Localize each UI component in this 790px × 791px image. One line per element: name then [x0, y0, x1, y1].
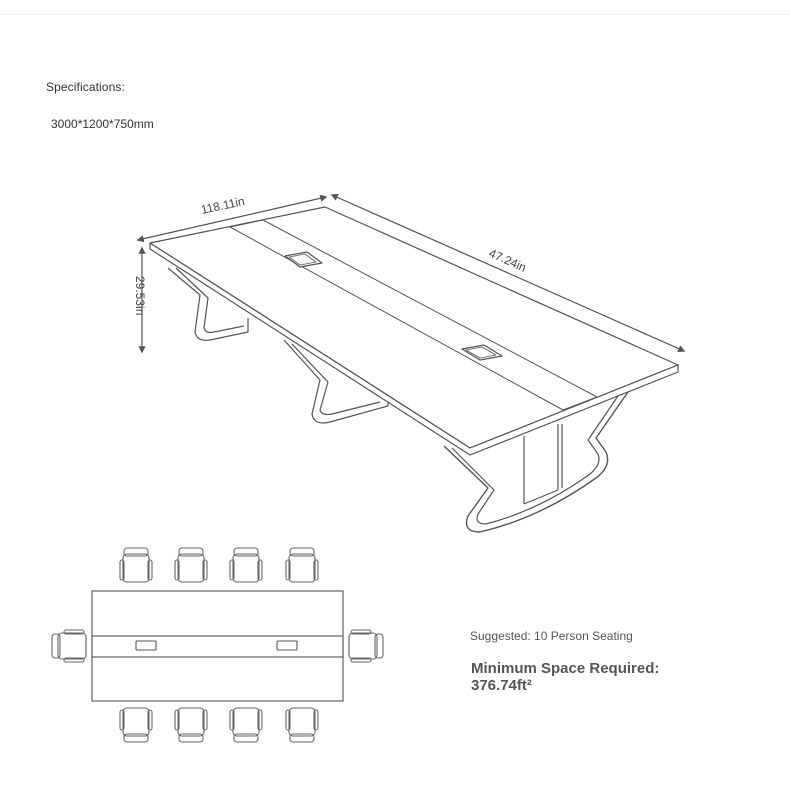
length-label: 118.11in [199, 194, 246, 217]
chair-right-end [349, 630, 383, 662]
chair [120, 548, 152, 582]
modesty-panel [524, 424, 562, 504]
plan-table-top [92, 591, 343, 701]
chair [175, 708, 207, 742]
suggested-seating: Suggested: 10 Person Seating [470, 629, 633, 643]
chair-top-row [120, 548, 318, 582]
chair [230, 548, 262, 582]
chair [120, 708, 152, 742]
chair [230, 708, 262, 742]
chair [286, 548, 318, 582]
specifications-dimensions: 3000*1200*750mm [51, 117, 154, 131]
chair [175, 548, 207, 582]
min-space-value: 376.74ft² [471, 677, 532, 694]
chair-left-end [52, 630, 86, 662]
chair [286, 708, 318, 742]
top-view-plan [52, 548, 383, 742]
width-label: 47.24in [486, 245, 529, 275]
height-label: 29.53in [133, 276, 147, 316]
chair-bottom-row [120, 708, 318, 742]
specifications-heading: Specifications: [46, 80, 125, 94]
isometric-table [150, 207, 678, 532]
minimum-space [471, 660, 659, 694]
min-space-label: Minimum Space Required: [471, 660, 660, 677]
